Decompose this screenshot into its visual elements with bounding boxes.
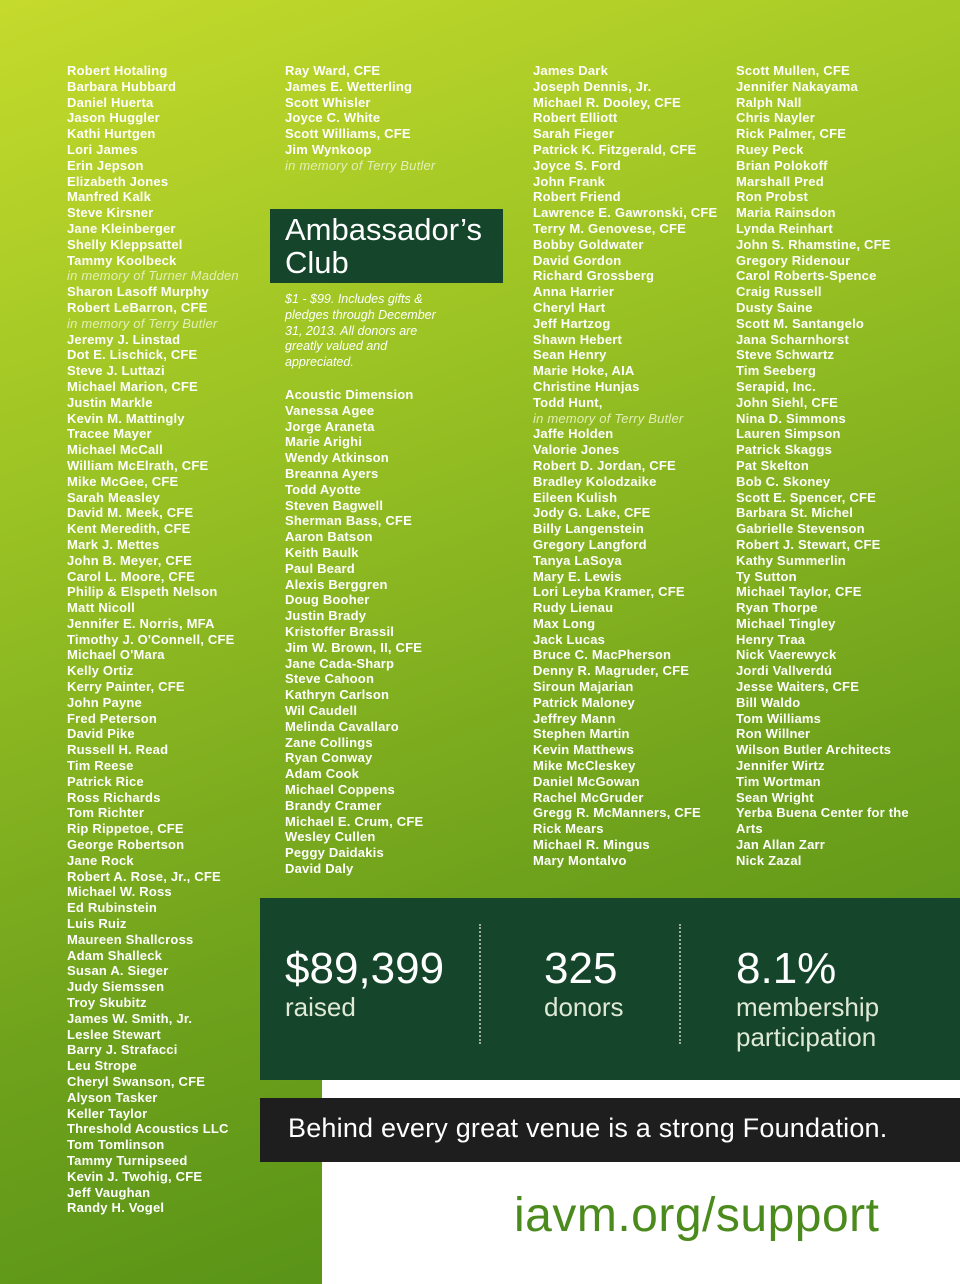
donor-name: Chris Nayler: [736, 110, 815, 126]
donor-name: Richard Grossberg: [533, 268, 655, 284]
donor-name: Maureen Shallcross: [67, 931, 194, 947]
donor-name: Yerba Buena Center for the: [736, 805, 909, 821]
donor-name: Gregory Ridenour: [736, 252, 851, 268]
donor-name: Wil Caudell: [285, 702, 358, 718]
donor-name: Leslee Stewart: [67, 1026, 161, 1042]
donor-name: Rick Palmer, CFE: [736, 126, 847, 142]
donor-name: Christine Hunjas: [533, 378, 640, 394]
donor-name: Jody G. Lake, CFE: [533, 505, 651, 521]
donor-name: Brandy Cramer: [285, 797, 382, 813]
donor-name: Ryan Conway: [285, 750, 373, 766]
donor-name: Lori James: [67, 141, 138, 157]
donor-name: Jim W. Brown, II, CFE: [285, 639, 423, 655]
donor-name: John Frank: [533, 173, 606, 189]
donor-name: Tim Seeberg: [736, 363, 816, 379]
stats-panel: [260, 898, 960, 1080]
donor-name: Aaron Batson: [285, 529, 373, 545]
donor-name: David Daly: [285, 860, 354, 876]
donor-name: Lauren Simpson: [736, 426, 841, 442]
donor-name: Michael O'Mara: [67, 647, 165, 663]
stat-donors-value: 325: [544, 944, 618, 993]
memorial-note: in memory of Turner Madden: [67, 268, 239, 284]
donor-column-4: [736, 63, 909, 869]
donor-name: Jane Kleinberger: [67, 220, 176, 236]
donor-name: Tammy Koolbeck: [67, 252, 177, 268]
donor-name: Pat Skelton: [736, 457, 809, 473]
memorial-note: in memory of Terry Butler: [285, 157, 436, 173]
donor-name: Robert A. Rose, Jr., CFE: [67, 868, 221, 884]
donor-name: Mary E. Lewis: [533, 568, 622, 584]
donor-name: Patrick Maloney: [533, 694, 635, 710]
donor-name: Ty Sutton: [736, 568, 797, 584]
donor-name: Lynda Reinhart: [736, 220, 833, 236]
donor-name: Mike McCleskey: [533, 758, 636, 774]
stat-participation: [736, 946, 879, 1052]
donor-name: Daniel McGowan: [533, 773, 640, 789]
donor-name: Bobby Goldwater: [533, 236, 644, 252]
donor-name: Sarah Measley: [67, 489, 160, 505]
donor-name: Ron Willner: [736, 726, 811, 742]
donor-name: Carol L. Moore, CFE: [67, 568, 196, 584]
donor-name: Shelly Kleppsattel: [67, 236, 183, 252]
donor-name: Patrick Rice: [67, 773, 144, 789]
donor-name: David M. Meek, CFE: [67, 505, 194, 521]
donor-name: Steve Cahoon: [285, 671, 375, 687]
donor-name: Keller Taylor: [67, 1105, 148, 1121]
stat-participation-value: 8.1%: [736, 944, 837, 993]
donor-name: Gregg R. McManners, CFE: [533, 805, 701, 821]
donor-name: Manfred Kalk: [67, 189, 152, 205]
donor-name: Jennifer Wirtz: [736, 758, 825, 774]
stat-participation-label-line2: participation: [736, 1022, 877, 1052]
donor-name: Gregory Langford: [533, 536, 647, 552]
donor-name: Tim Reese: [67, 758, 134, 774]
donor-name: Jennifer Nakayama: [736, 78, 858, 94]
donor-name: Jan Allan Zarr: [736, 837, 826, 853]
donor-name: Jennifer E. Norris, MFA: [67, 615, 215, 631]
tagline-banner: [260, 1098, 960, 1162]
donor-name: Alexis Berggren: [285, 576, 388, 592]
donor-name: Jane Rock: [67, 852, 134, 868]
donor-name: Marie Arighi: [285, 434, 363, 450]
donor-name: William McElrath, CFE: [67, 457, 209, 473]
donor-name: Serapid, Inc.: [736, 378, 816, 394]
ambassadors-club-heading: [270, 209, 503, 283]
donor-name: Tanya LaSoya: [533, 552, 622, 568]
donor-name: Mary Montalvo: [533, 852, 627, 868]
donor-name: Cheryl Swanson, CFE: [67, 1074, 206, 1089]
donor-name: Jaffe Holden: [533, 426, 614, 442]
donor-name: Todd Hunt,: [533, 394, 603, 410]
donor-name: Bruce C. MacPherson: [533, 647, 672, 663]
donor-name: Billy Langenstein: [533, 521, 645, 537]
stats-divider: [679, 924, 681, 1044]
donor-name: Justin Markle: [67, 394, 153, 410]
donor-name: Rachel McGruder: [533, 789, 644, 805]
ambassadors-club-title-line2: Club: [285, 245, 349, 280]
donor-name: Marie Hoke, AIA: [533, 363, 635, 379]
donor-name: George Robertson: [67, 837, 185, 853]
donor-name: Michael McCall: [67, 442, 163, 458]
donor-name: Ed Rubinstein: [67, 900, 157, 916]
donor-name: Lawrence E. Gawronski, CFE: [533, 205, 718, 221]
ambassadors-club-description: $1 - $99. Includes gifts & pledges through December 31, 2013. All donors are greatly valued and appreciated.: [285, 292, 436, 370]
donor-name: Craig Russell: [736, 284, 822, 300]
stat-raised: [285, 946, 444, 1022]
donor-name: Scott E. Spencer, CFE: [736, 489, 877, 505]
stat-donors-label: donors: [544, 992, 624, 1022]
donor-name: Eileen Kulish: [533, 489, 618, 505]
memorial-note: in memory of Terry Butler: [67, 315, 218, 331]
donor-name: Jack Lucas: [533, 631, 606, 647]
donor-name: Mike McGee, CFE: [67, 473, 179, 489]
donor-name: Patrick K. Fitzgerald, CFE: [533, 141, 697, 157]
donor-name: John S. Rhamstine, CFE: [736, 236, 891, 252]
donor-name: Jordi Vallverdú: [736, 663, 833, 679]
donor-name: Cheryl Hart: [533, 299, 606, 315]
donor-name: John Payne: [67, 694, 142, 710]
donor-name: James E. Wetterling: [285, 78, 413, 94]
donor-name: Sean Wright: [736, 789, 814, 805]
donor-name: Valorie Jones: [533, 442, 620, 458]
donor-name: Scott M. Santangelo: [736, 315, 865, 331]
donor-name: Maria Rainsdon: [736, 205, 836, 221]
donor-name: Daniel Huerta: [67, 94, 154, 110]
donor-name: Kerry Painter, CFE: [67, 679, 185, 695]
donor-name: Sarah Fieger: [533, 126, 615, 142]
support-url-link[interactable]: iavm.org/support: [514, 1189, 880, 1242]
donor-name: Anna Harrier: [533, 284, 615, 300]
memorial-note: in memory of Terry Butler: [533, 410, 684, 426]
donor-name: Troy Skubitz: [67, 995, 147, 1011]
donor-name: Robert LeBarron, CFE: [67, 299, 208, 315]
donor-name: Kevin J. Twohig, CFE: [67, 1168, 203, 1184]
donor-name: Michael W. Ross: [67, 884, 172, 900]
donor-name: Bill Waldo: [736, 694, 801, 710]
donor-name: Jorge Araneta: [285, 418, 375, 434]
donor-name: Jeremy J. Linstad: [67, 331, 181, 347]
donor-name: Wendy Atkinson: [285, 450, 389, 466]
donor-name: Steve Kirsner: [67, 205, 154, 221]
donor-name: Nick Vaerewyck: [736, 647, 837, 663]
donor-name: Tammy Turnipseed: [67, 1152, 188, 1168]
donor-name: Tom Williams: [736, 710, 822, 726]
donor-name: Fred Peterson: [67, 710, 158, 726]
donor-name: Barbara St. Michel: [736, 505, 854, 521]
donor-name: Judy Siemssen: [67, 979, 165, 995]
donor-name: Joseph Dennis, Jr.: [533, 78, 652, 94]
donor-name: Rip Rippetoe, CFE: [67, 821, 184, 837]
donor-name: Arts: [736, 821, 763, 837]
donor-name: Steven Bagwell: [285, 497, 384, 513]
donor-name: Philip & Elspeth Nelson: [67, 584, 218, 600]
donor-name: Mark J. Mettes: [67, 536, 160, 552]
donor-name: Tim Wortman: [736, 773, 821, 789]
donor-name: Timothy J. O'Connell, CFE: [67, 631, 235, 647]
donor-name: Melinda Cavallaro: [285, 718, 399, 734]
donor-name: Dot E. Lischick, CFE: [67, 347, 198, 363]
donor-name: Tracee Mayer: [67, 426, 152, 442]
stat-raised-label: raised: [285, 992, 356, 1022]
donor-name: Adam Cook: [285, 766, 360, 782]
donor-name: Nina D. Simmons: [736, 410, 846, 426]
donor-name: Vanessa Agee: [285, 402, 375, 418]
stat-raised-value: $89,399: [285, 944, 445, 993]
donor-name: Siroun Majarian: [533, 679, 634, 695]
donor-name: Tom Tomlinson: [67, 1137, 165, 1153]
donor-name: Dusty Saine: [736, 299, 813, 315]
donor-name: Carol Roberts-Spence: [736, 268, 877, 284]
donor-name: Robert D. Jordan, CFE: [533, 457, 676, 473]
stat-participation-label-line1: membership: [736, 992, 880, 1022]
donor-name: Sean Henry: [533, 347, 607, 363]
donor-name: Ryan Thorpe: [736, 600, 818, 616]
donor-name: Jason Huggler: [67, 110, 160, 126]
donor-column-2-bottom: [285, 387, 423, 877]
donor-name: Ray Ward, CFE: [285, 63, 381, 78]
donor-name: Kathryn Carlson: [285, 687, 390, 703]
donor-name: David Pike: [67, 726, 135, 742]
donor-name: Zane Collings: [285, 734, 373, 750]
donor-name: Stephen Martin: [533, 726, 630, 742]
donor-name: Justin Brady: [285, 608, 367, 624]
donor-name: Ruey Peck: [736, 141, 804, 157]
donor-name: Rudy Lienau: [533, 600, 614, 616]
donor-name: Keith Baulk: [285, 544, 359, 560]
donor-name: Joyce C. White: [285, 110, 381, 126]
donor-name: Russell H. Read: [67, 742, 169, 758]
donor-name: Peggy Daidakis: [285, 845, 384, 861]
stats-divider: [479, 924, 481, 1044]
donor-name: Kathi Hurtgen: [67, 126, 156, 142]
donor-name: Doug Booher: [285, 592, 370, 608]
donor-name: Michael Marion, CFE: [67, 378, 198, 394]
donor-name: Scott Williams, CFE: [285, 126, 411, 142]
donor-name: Robert J. Stewart, CFE: [736, 536, 881, 552]
donor-name: Barry J. Strafacci: [67, 1042, 178, 1058]
donor-name: John B. Meyer, CFE: [67, 552, 192, 568]
donor-name: Jeff Vaughan: [67, 1184, 151, 1200]
donor-name: Threshold Acoustics LLC: [67, 1121, 229, 1137]
donor-name: Jesse Waiters, CFE: [736, 679, 860, 695]
donor-name: James W. Smith, Jr.: [67, 1010, 193, 1026]
donor-name: Scott Whisler: [285, 94, 371, 110]
donor-name: Steve J. Luttazi: [67, 363, 165, 379]
donor-name: Jeffrey Mann: [533, 710, 616, 726]
donor-name: Randy H. Vogel: [67, 1200, 165, 1216]
donor-name: Kent Meredith, CFE: [67, 521, 191, 537]
donor-name: Nick Zazal: [736, 852, 802, 868]
donor-name: John Siehl, CFE: [736, 394, 838, 410]
donor-name: Joyce S. Ford: [533, 157, 621, 173]
donor-name: Erin Jepson: [67, 157, 144, 173]
donor-name: Kelly Ortiz: [67, 663, 134, 679]
donor-name: David Gordon: [533, 252, 622, 268]
donor-name: Barbara Hubbard: [67, 78, 177, 94]
donor-name: Wesley Cullen: [285, 829, 376, 845]
donor-name: Gabrielle Stevenson: [736, 521, 865, 537]
donor-name: Michael E. Crum, CFE: [285, 813, 424, 829]
donor-name: Alyson Tasker: [67, 1089, 158, 1105]
donor-name: Michael Taylor, CFE: [736, 584, 862, 600]
donor-name: Ross Richards: [67, 789, 161, 805]
donor-name: Breanna Ayers: [285, 465, 379, 481]
donor-name: Bob C. Skoney: [736, 473, 831, 489]
donor-name: Jim Wynkoop: [285, 141, 372, 157]
donor-name: Jeff Hartzog: [533, 315, 611, 331]
donor-name: Kristoffer Brassil: [285, 623, 395, 639]
donor-name: Kevin Matthews: [533, 742, 635, 758]
ambassadors-club-title-line1: Ambassador’s: [285, 212, 483, 247]
donor-name: Scott Mullen, CFE: [736, 63, 850, 78]
donor-name: Shawn Hebert: [533, 331, 623, 347]
donor-name: Sharon Lasoff Murphy: [67, 284, 209, 300]
donor-name: Robert Friend: [533, 189, 621, 205]
donor-name: Terry M. Genovese, CFE: [533, 220, 686, 236]
donor-name: Michael Coppens: [285, 781, 395, 797]
donor-name: Acoustic Dimension: [285, 387, 414, 402]
donor-name: Wilson Butler Architects: [736, 742, 892, 758]
donor-name: Adam Shalleck: [67, 947, 163, 963]
donor-name: Jana Scharnhorst: [736, 331, 850, 347]
donor-name: Luis Ruiz: [67, 916, 127, 932]
donor-name: Robert Hotaling: [67, 63, 168, 78]
donor-name: Sherman Bass, CFE: [285, 513, 412, 529]
donor-name: Paul Beard: [285, 560, 355, 576]
donor-name: Michael R. Mingus: [533, 837, 650, 853]
donor-name: Denny R. Magruder, CFE: [533, 663, 690, 679]
donor-name: Rick Mears: [533, 821, 604, 837]
donor-name: Henry Traa: [736, 631, 806, 647]
donor-name: Marshall Pred: [736, 173, 824, 189]
donor-name: Lori Leyba Kramer, CFE: [533, 584, 685, 600]
donor-name: Max Long: [533, 615, 596, 631]
donor-name: Tom Richter: [67, 805, 145, 821]
donor-name: Matt Nicoll: [67, 600, 135, 616]
donor-column-3: [533, 63, 717, 869]
donor-name: Robert Elliott: [533, 110, 618, 126]
donor-name: Ralph Nall: [736, 94, 802, 110]
donor-name: Susan A. Sieger: [67, 963, 169, 979]
donor-name: Ron Probst: [736, 189, 809, 205]
donor-name: Patrick Skaggs: [736, 442, 833, 458]
donor-name: Michael Tingley: [736, 615, 836, 631]
stat-donors: [544, 946, 624, 1022]
donor-name: Bradley Kolodzaike: [533, 473, 657, 489]
donor-column-1: [67, 63, 239, 1216]
donor-name: Jane Cada-Sharp: [285, 655, 395, 671]
donor-column-2-top: [285, 63, 435, 174]
donor-name: Brian Polokoff: [736, 157, 828, 173]
donor-name: Kathy Summerlin: [736, 552, 846, 568]
donor-name: Elizabeth Jones: [67, 173, 169, 189]
donor-name: Steve Schwartz: [736, 347, 835, 363]
donor-name: Todd Ayotte: [285, 481, 362, 497]
donor-name: Leu Strope: [67, 1058, 137, 1074]
donor-name: James Dark: [533, 63, 608, 78]
donor-name: Michael R. Dooley, CFE: [533, 94, 681, 110]
tagline-text: Behind every great venue is a strong Foundation.: [288, 1113, 888, 1143]
donor-name: Kevin M. Mattingly: [67, 410, 185, 426]
